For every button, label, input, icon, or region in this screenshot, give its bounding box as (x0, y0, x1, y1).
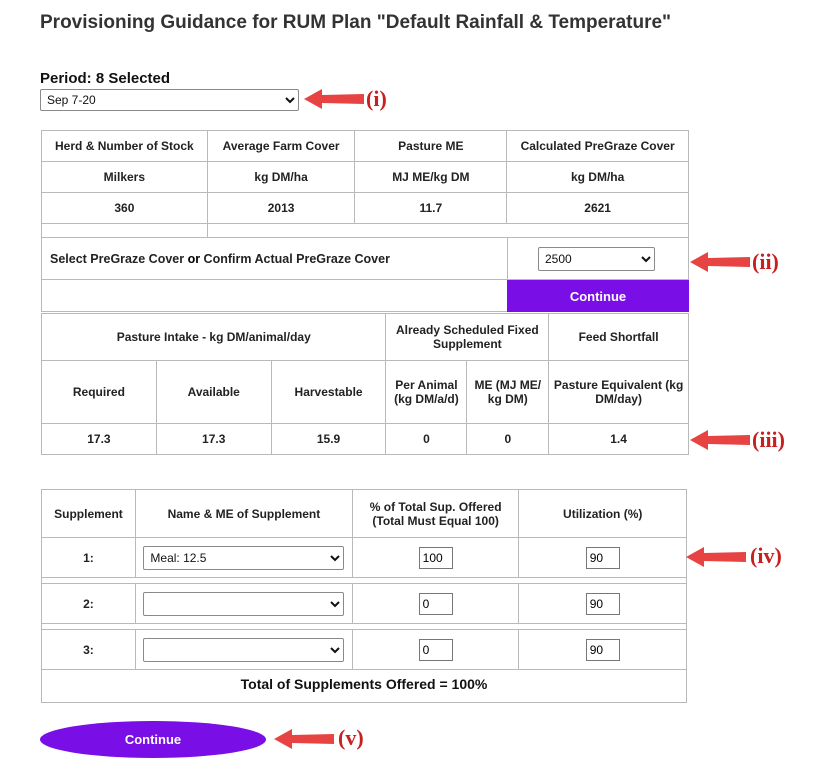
marker-ii: (ii) (752, 249, 779, 274)
supplement-2-utilization-input[interactable] (586, 593, 620, 615)
herd-value: 360 (42, 193, 208, 224)
fixed-supplement-header: Already Scheduled Fixed Supplement (386, 314, 549, 361)
supplement-name-cell (135, 630, 352, 670)
utilization-cell (519, 584, 687, 624)
marker-v: (v) (338, 725, 364, 750)
pregraze-continue-button[interactable]: Continue (507, 280, 689, 312)
supplement-name-header: Name & ME of Supplement (135, 490, 352, 538)
percent-cell (352, 584, 519, 624)
arrow-iii-icon (690, 429, 750, 451)
calculated-pregraze-header: Calculated PreGraze Cover (507, 131, 689, 162)
utilization-cell (519, 538, 687, 578)
per-animal-value: 0 (386, 424, 467, 455)
supplement-2-select[interactable] (143, 592, 344, 616)
calculated-pregraze-value: 2621 (507, 193, 689, 224)
pasture-me-header: Pasture ME (355, 131, 507, 162)
continue-button[interactable]: Continue (40, 721, 266, 758)
percent-offered-header: % of Total Sup. Offered (Total Must Equal 100) (352, 490, 519, 538)
pasture-equivalent-value: 1.4 (549, 424, 689, 455)
feed-shortfall-header: Feed Shortfall (549, 314, 689, 361)
harvestable-value: 15.9 (271, 424, 386, 455)
supplement-name-cell (135, 538, 352, 578)
supplement-row-label: 3: (42, 630, 136, 670)
pregraze-label-part2: Confirm Actual PreGraze Cover (200, 252, 390, 266)
supplement-table (41, 489, 687, 670)
available-value: 17.3 (156, 424, 271, 455)
period-select[interactable] (40, 89, 299, 111)
herd-header: Herd & Number of Stock (42, 131, 208, 162)
marker-i: (i) (366, 86, 387, 111)
arrow-v-icon (274, 728, 334, 750)
supplement-header: Supplement (42, 490, 136, 538)
harvestable-header: Harvestable (271, 361, 386, 424)
supplement-3-select[interactable] (143, 638, 344, 662)
pasture-me-value: 11.7 (355, 193, 507, 224)
arrow-ii-icon (690, 251, 750, 273)
marker-iii: (iii) (752, 427, 785, 452)
herd-spacer-cell (355, 224, 507, 238)
supplement-row-label: 1: (42, 538, 136, 578)
page-title: Provisioning Guidance for RUM Plan "Default Rainfall & Temperature" (40, 12, 672, 33)
pasture-equivalent-header: Pasture Equivalent (kg DM/day) (549, 361, 689, 424)
average-cover-value: 2013 (207, 193, 355, 224)
supplement-1-utilization-input[interactable] (586, 547, 620, 569)
supplement-name-cell (135, 584, 352, 624)
supplement-2-percent-input[interactable] (419, 593, 453, 615)
pregraze-empty-cell (41, 279, 508, 312)
supplement-row-label: 2: (42, 584, 136, 624)
available-header: Available (156, 361, 271, 424)
supplement-3-percent-input[interactable] (419, 639, 453, 661)
per-animal-header: Per Animal (kg DM/a/d) (386, 361, 467, 424)
required-header: Required (42, 361, 157, 424)
utilization-cell (519, 630, 687, 670)
supplements-total: Total of Supplements Offered = 100% (240, 676, 488, 692)
herd-spacer-cell (507, 224, 689, 238)
pregraze-label-or: or (187, 252, 201, 266)
herd-unit: Milkers (42, 162, 208, 193)
pregraze-label (50, 252, 390, 266)
me-header: ME (MJ ME/ kg DM) (467, 361, 549, 424)
intake-table (41, 313, 689, 455)
pregraze-label-part1: Select PreGraze Cover (50, 252, 188, 266)
arrow-iv-icon (686, 546, 746, 568)
pasture-me-unit: MJ ME/kg DM (355, 162, 507, 193)
herd-table (41, 130, 689, 238)
supplement-1-select[interactable] (143, 546, 344, 570)
required-value: 17.3 (42, 424, 157, 455)
marker-iv: (iv) (750, 543, 782, 568)
herd-spacer-cell (207, 224, 355, 238)
pregraze-select[interactable] (538, 247, 655, 271)
supplement-3-utilization-input[interactable] (586, 639, 620, 661)
percent-cell (352, 538, 519, 578)
pasture-intake-header: Pasture Intake - kg DM/animal/day (42, 314, 386, 361)
average-cover-header: Average Farm Cover (207, 131, 355, 162)
percent-cell (352, 630, 519, 670)
arrow-i-icon (304, 88, 364, 110)
period-label: Period: 8 Selected (40, 70, 171, 87)
average-cover-unit: kg DM/ha (207, 162, 355, 193)
supplement-1-percent-input[interactable] (419, 547, 453, 569)
utilization-header: Utilization (%) (519, 490, 687, 538)
calculated-pregraze-unit: kg DM/ha (507, 162, 689, 193)
herd-spacer-cell (42, 224, 208, 238)
me-value: 0 (467, 424, 549, 455)
